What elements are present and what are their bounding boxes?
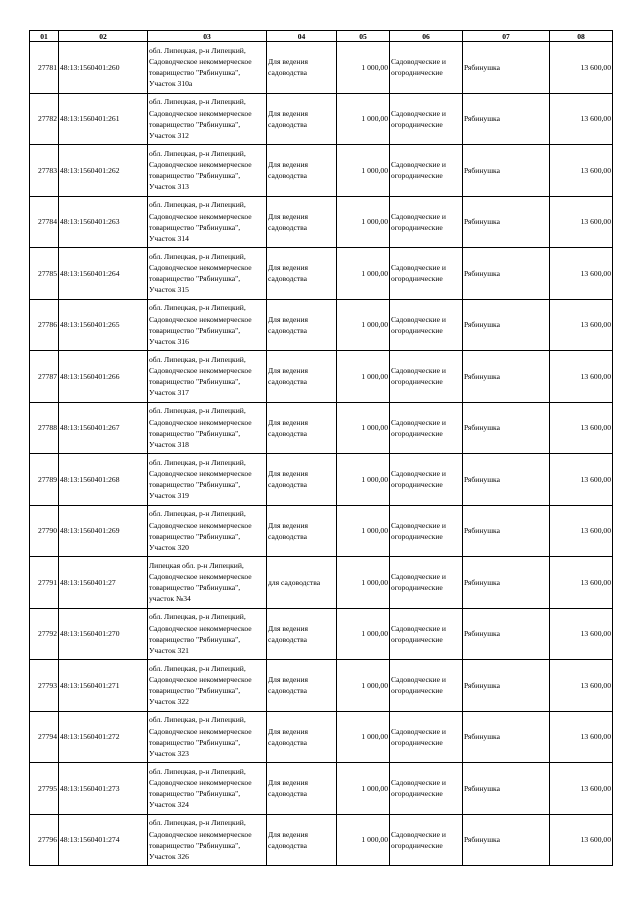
address-cell: обл. Липецкая, р-н Липецкий, Садоводческое некоммерческое товарищество "Рябинушка", Участок 315 — [148, 248, 267, 300]
address-cell: обл. Липецкая, р-н Липецкий, Садоводческое некоммерческое товарищество "Рябинушка", Участок 321 — [148, 608, 267, 660]
permitted-use-cell: Для ведения садоводства — [267, 711, 337, 763]
row-number-cell: 27793 — [30, 660, 59, 712]
category-cell: Садоводческие и огороднические — [390, 145, 463, 197]
table-row — [30, 814, 613, 866]
permitted-use-cell: Для ведения садоводства — [267, 145, 337, 197]
row-number-cell: 27785 — [30, 248, 59, 300]
area-cell: 1 000,00 — [337, 763, 390, 815]
partnership-name-cell: Рябинушка — [463, 402, 550, 454]
permitted-use-cell: Для ведения садоводства — [267, 93, 337, 145]
area-cell: 1 000,00 — [337, 557, 390, 609]
row-number-cell: 27782 — [30, 93, 59, 145]
row-number-cell: 27796 — [30, 814, 59, 866]
category-cell: Садоводческие и огороднические — [390, 505, 463, 557]
permitted-use-cell: Для ведения садоводства — [267, 299, 337, 351]
partnership-name-cell: Рябинушка — [463, 763, 550, 815]
permitted-use-cell: Для ведения садоводства — [267, 42, 337, 94]
address-cell: обл. Липецкая, р-н Липецкий, Садоводческое некоммерческое товарищество "Рябинушка", Участок 326 — [148, 814, 267, 866]
cadastral-number-cell: 48:13:1560401:273 — [59, 763, 148, 815]
permitted-use-cell: Для ведения садоводства — [267, 351, 337, 403]
value-cell: 13 600,00 — [550, 42, 613, 94]
address-cell: обл. Липецкая, р-н Липецкий, Садоводческое некоммерческое товарищество "Рябинушка", Участок 313 — [148, 145, 267, 197]
cadastral-number-cell: 48:13:1560401:270 — [59, 608, 148, 660]
cadastral-number-cell: 48:13:1560401:264 — [59, 248, 148, 300]
table-row — [30, 454, 613, 506]
cadastral-number-cell: 48:13:1560401:274 — [59, 814, 148, 866]
partnership-name-cell: Рябинушка — [463, 505, 550, 557]
row-number-cell: 27789 — [30, 454, 59, 506]
address-cell: обл. Липецкая, р-н Липецкий, Садоводческое некоммерческое товарищество "Рябинушка", Участок 319 — [148, 454, 267, 506]
partnership-name-cell: Рябинушка — [463, 814, 550, 866]
row-number-cell: 27781 — [30, 42, 59, 94]
table-row — [30, 608, 613, 660]
permitted-use-cell: Для ведения садоводства — [267, 763, 337, 815]
category-cell: Садоводческие и огороднические — [390, 660, 463, 712]
header-cell: 04 — [267, 31, 337, 42]
value-cell: 13 600,00 — [550, 505, 613, 557]
partnership-name-cell: Рябинушка — [463, 248, 550, 300]
category-cell: Садоводческие и огороднические — [390, 711, 463, 763]
partnership-name-cell: Рябинушка — [463, 93, 550, 145]
row-number-cell: 27788 — [30, 402, 59, 454]
cadastral-number-cell: 48:13:1560401:266 — [59, 351, 148, 403]
value-cell: 13 600,00 — [550, 93, 613, 145]
address-cell: Липецкая обл. р-н Липецкий, Садоводческое некоммерческое товарищество "Рябинушка", участок №34 — [148, 557, 267, 609]
table-row — [30, 763, 613, 815]
row-number-cell: 27792 — [30, 608, 59, 660]
area-cell: 1 000,00 — [337, 814, 390, 866]
value-cell: 13 600,00 — [550, 299, 613, 351]
area-cell: 1 000,00 — [337, 248, 390, 300]
header-row — [30, 31, 613, 42]
category-cell: Садоводческие и огороднические — [390, 351, 463, 403]
cadastral-number-cell: 48:13:1560401:265 — [59, 299, 148, 351]
table-row — [30, 42, 613, 94]
category-cell: Садоводческие и огороднические — [390, 248, 463, 300]
partnership-name-cell: Рябинушка — [463, 42, 550, 94]
permitted-use-cell: для садоводства — [267, 557, 337, 609]
category-cell: Садоводческие и огороднические — [390, 42, 463, 94]
partnership-name-cell: Рябинушка — [463, 196, 550, 248]
value-cell: 13 600,00 — [550, 454, 613, 506]
category-cell: Садоводческие и огороднические — [390, 608, 463, 660]
table-row — [30, 299, 613, 351]
value-cell: 13 600,00 — [550, 608, 613, 660]
table-row — [30, 248, 613, 300]
row-number-cell: 27794 — [30, 711, 59, 763]
header-cell: 03 — [148, 31, 267, 42]
cadastral-number-cell: 48:13:1560401:260 — [59, 42, 148, 94]
row-number-cell: 27787 — [30, 351, 59, 403]
area-cell: 1 000,00 — [337, 660, 390, 712]
category-cell: Садоводческие и огороднические — [390, 454, 463, 506]
partnership-name-cell: Рябинушка — [463, 299, 550, 351]
category-cell: Садоводческие и огороднические — [390, 402, 463, 454]
row-number-cell: 27784 — [30, 196, 59, 248]
cadastral-number-cell: 48:13:1560401:267 — [59, 402, 148, 454]
address-cell: обл. Липецкая, р-н Липецкий, Садоводческое некоммерческое товарищество "Рябинушка", Участок 320 — [148, 505, 267, 557]
table-row — [30, 557, 613, 609]
address-cell: обл. Липецкая, р-н Липецкий, Садоводческое некоммерческое товарищество "Рябинушка", Участок 318 — [148, 402, 267, 454]
partnership-name-cell: Рябинушка — [463, 351, 550, 403]
partnership-name-cell: Рябинушка — [463, 711, 550, 763]
value-cell: 13 600,00 — [550, 248, 613, 300]
category-cell: Садоводческие и огороднические — [390, 299, 463, 351]
area-cell: 1 000,00 — [337, 299, 390, 351]
area-cell: 1 000,00 — [337, 145, 390, 197]
address-cell: обл. Липецкая, р-н Липецкий, Садоводческое некоммерческое товарищество "Рябинушка", Участок 312 — [148, 93, 267, 145]
table-body — [30, 42, 613, 866]
permitted-use-cell: Для ведения садоводства — [267, 196, 337, 248]
cadastral-number-cell: 48:13:1560401:263 — [59, 196, 148, 248]
cadastral-number-cell: 48:13:1560401:271 — [59, 660, 148, 712]
header-cell: 07 — [463, 31, 550, 42]
area-cell: 1 000,00 — [337, 42, 390, 94]
partnership-name-cell: Рябинушка — [463, 660, 550, 712]
partnership-name-cell: Рябинушка — [463, 145, 550, 197]
area-cell: 1 000,00 — [337, 608, 390, 660]
value-cell: 13 600,00 — [550, 711, 613, 763]
cadastral-number-cell: 48:13:1560401:262 — [59, 145, 148, 197]
table-row — [30, 93, 613, 145]
address-cell: обл. Липецкая, р-н Липецкий, Садоводческое некоммерческое товарищество "Рябинушка", Участок 310а — [148, 42, 267, 94]
value-cell: 13 600,00 — [550, 196, 613, 248]
row-number-cell: 27786 — [30, 299, 59, 351]
cadastral-number-cell: 48:13:1560401:27 — [59, 557, 148, 609]
area-cell: 1 000,00 — [337, 196, 390, 248]
partnership-name-cell: Рябинушка — [463, 557, 550, 609]
permitted-use-cell: Для ведения садоводства — [267, 608, 337, 660]
value-cell: 13 600,00 — [550, 145, 613, 197]
permitted-use-cell: Для ведения садоводства — [267, 402, 337, 454]
category-cell: Садоводческие и огороднические — [390, 196, 463, 248]
cadastral-table — [29, 30, 613, 866]
row-number-cell: 27790 — [30, 505, 59, 557]
table-row — [30, 351, 613, 403]
permitted-use-cell: Для ведения садоводства — [267, 660, 337, 712]
permitted-use-cell: Для ведения садоводства — [267, 454, 337, 506]
area-cell: 1 000,00 — [337, 351, 390, 403]
area-cell: 1 000,00 — [337, 454, 390, 506]
table-row — [30, 196, 613, 248]
permitted-use-cell: Для ведения садоводства — [267, 505, 337, 557]
address-cell: обл. Липецкая, р-н Липецкий, Садоводческое некоммерческое товарищество "Рябинушка", Участок 322 — [148, 660, 267, 712]
table-row — [30, 711, 613, 763]
header-cell: 05 — [337, 31, 390, 42]
partnership-name-cell: Рябинушка — [463, 608, 550, 660]
address-cell: обл. Липецкая, р-н Липецкий, Садоводческое некоммерческое товарищество "Рябинушка", Участок 314 — [148, 196, 267, 248]
row-number-cell: 27795 — [30, 763, 59, 815]
area-cell: 1 000,00 — [337, 505, 390, 557]
address-cell: обл. Липецкая, р-н Липецкий, Садоводческое некоммерческое товарищество "Рябинушка", Участок 323 — [148, 711, 267, 763]
area-cell: 1 000,00 — [337, 711, 390, 763]
address-cell: обл. Липецкая, р-н Липецкий, Садоводческое некоммерческое товарищество "Рябинушка", Участок 324 — [148, 763, 267, 815]
table-row — [30, 402, 613, 454]
cadastral-number-cell: 48:13:1560401:261 — [59, 93, 148, 145]
category-cell: Садоводческие и огороднические — [390, 93, 463, 145]
value-cell: 13 600,00 — [550, 814, 613, 866]
category-cell: Садоводческие и огороднические — [390, 557, 463, 609]
header-cell: 08 — [550, 31, 613, 42]
cadastral-number-cell: 48:13:1560401:268 — [59, 454, 148, 506]
table-row — [30, 505, 613, 557]
area-cell: 1 000,00 — [337, 93, 390, 145]
address-cell: обл. Липецкая, р-н Липецкий, Садоводческое некоммерческое товарищество "Рябинушка", Участок 316 — [148, 299, 267, 351]
cadastral-number-cell: 48:13:1560401:269 — [59, 505, 148, 557]
cadastral-number-cell: 48:13:1560401:272 — [59, 711, 148, 763]
row-number-cell: 27783 — [30, 145, 59, 197]
value-cell: 13 600,00 — [550, 351, 613, 403]
row-number-cell: 27791 — [30, 557, 59, 609]
value-cell: 13 600,00 — [550, 660, 613, 712]
category-cell: Садоводческие и огороднические — [390, 814, 463, 866]
table-row — [30, 660, 613, 712]
permitted-use-cell: Для ведения садоводства — [267, 814, 337, 866]
table-row — [30, 145, 613, 197]
header-cell: 02 — [59, 31, 148, 42]
area-cell: 1 000,00 — [337, 402, 390, 454]
header-cell: 06 — [390, 31, 463, 42]
permitted-use-cell: Для ведения садоводства — [267, 248, 337, 300]
value-cell: 13 600,00 — [550, 402, 613, 454]
value-cell: 13 600,00 — [550, 763, 613, 815]
partnership-name-cell: Рябинушка — [463, 454, 550, 506]
value-cell: 13 600,00 — [550, 557, 613, 609]
header-cell: 01 — [30, 31, 59, 42]
category-cell: Садоводческие и огороднические — [390, 763, 463, 815]
address-cell: обл. Липецкая, р-н Липецкий, Садоводческое некоммерческое товарищество "Рябинушка", Участок 317 — [148, 351, 267, 403]
